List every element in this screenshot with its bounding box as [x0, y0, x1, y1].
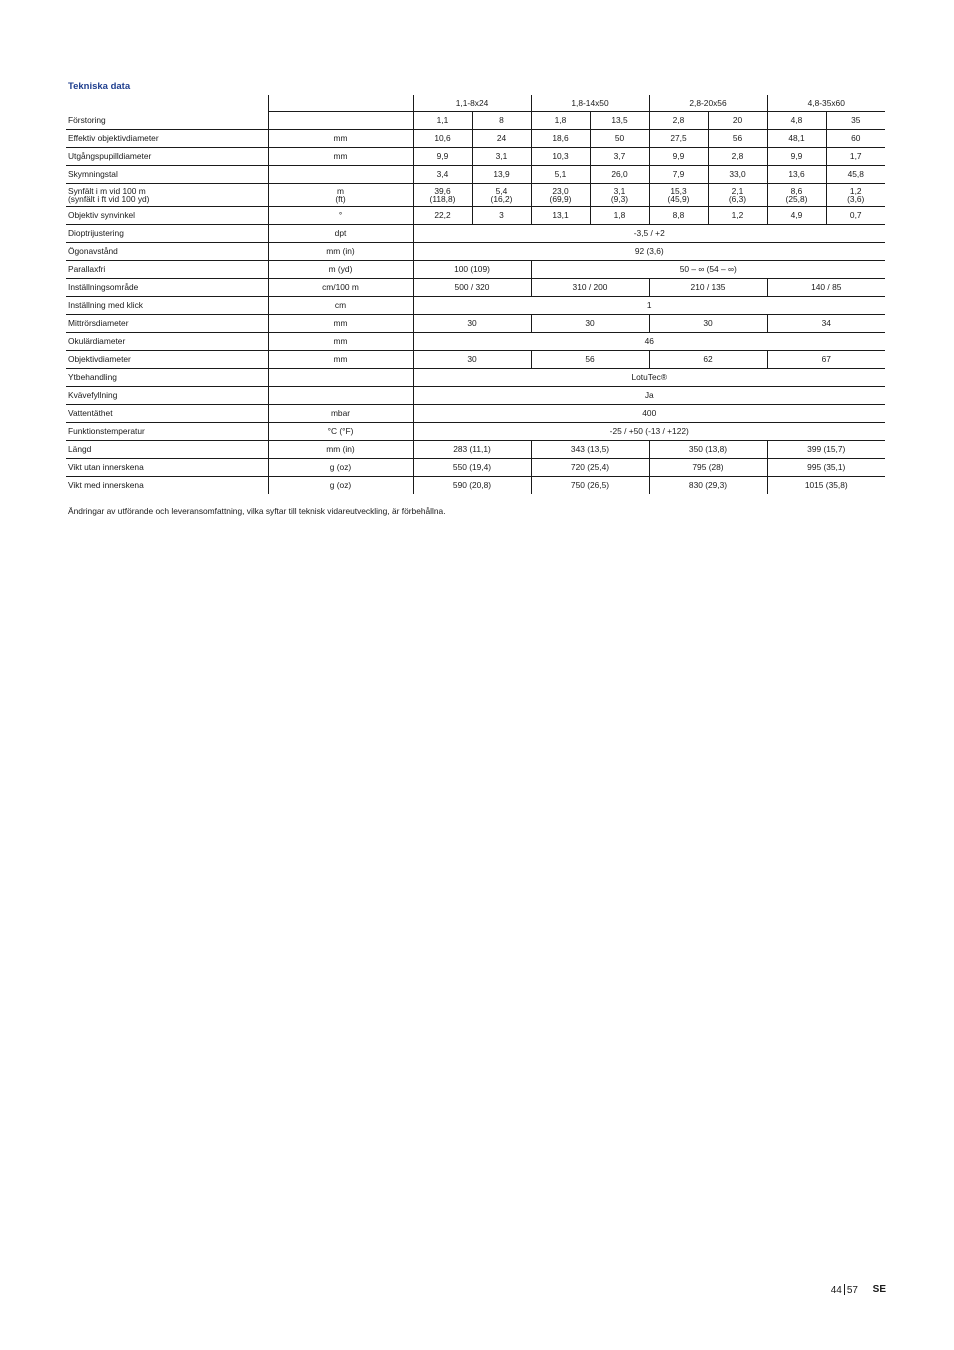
table-cell: 23,0 (69,9) — [531, 184, 590, 207]
table-cell: 48,1 — [767, 130, 826, 148]
table-cell: 30 — [413, 315, 531, 333]
table-row — [66, 243, 885, 261]
row-label: Utgångspupilldiameter — [66, 148, 268, 166]
table-cell: 13,5 — [590, 112, 649, 130]
table-cell: 30 — [531, 315, 649, 333]
table-cell: 140 / 85 — [767, 279, 885, 297]
table-cell: -25 / +50 (-13 / +122) — [413, 423, 885, 441]
table-cell: 1015 (35,8) — [804, 480, 848, 490]
table-cell: 3,7 — [590, 148, 649, 166]
section-title: Tekniska data — [68, 81, 131, 92]
table-cell: 399 (15,7) — [767, 441, 885, 459]
table-cell: 50 — [590, 130, 649, 148]
table-cell: 550 (19,4) — [413, 459, 531, 477]
table-cell: 35 — [826, 112, 885, 130]
row-label: Objektivdiameter — [66, 351, 268, 369]
table-cell: 46 — [413, 333, 885, 351]
table-cell: 343 (13,5) — [531, 441, 649, 459]
page-number — [831, 1284, 858, 1296]
table-cell: 18,6 — [531, 130, 590, 148]
model-header-row — [66, 95, 885, 112]
table-row — [66, 351, 885, 369]
table-cell: 0,7 — [826, 207, 885, 225]
page-current: 44 — [830, 1285, 842, 1296]
row-unit: m (ft) — [268, 184, 413, 207]
table-row — [66, 315, 885, 333]
table-cell: 15,3 (45,9) — [649, 184, 708, 207]
table-row — [66, 441, 885, 459]
row-label: Inställning med klick — [66, 297, 268, 315]
table-row — [66, 112, 885, 130]
table-cell: 9,9 — [649, 148, 708, 166]
table-cell: 210 / 135 — [649, 279, 767, 297]
table-cell: 13,9 — [472, 166, 531, 184]
model-header: 2,8-20x56 — [649, 95, 767, 112]
row-label: Kvävefyllning — [66, 387, 268, 405]
table-cell: 45,8 — [826, 166, 885, 184]
table-cell: 2,8 — [708, 148, 767, 166]
table-cell: 1,1 — [413, 112, 472, 130]
table-row — [66, 166, 885, 184]
table-cell: 3,1 (9,3) — [590, 184, 649, 207]
table-row — [66, 148, 885, 166]
table-cell: 4,9 — [767, 207, 826, 225]
table-row — [66, 405, 885, 423]
table-cell: 30 — [413, 351, 531, 369]
row-label: Objektiv synvinkel — [66, 207, 268, 225]
table-cell: 62 — [649, 351, 767, 369]
table-row — [66, 225, 885, 243]
row-unit: ° — [268, 207, 413, 225]
page-separator — [844, 1284, 845, 1295]
row-unit: cm/100 m — [268, 279, 413, 297]
row-unit: dpt — [268, 225, 413, 243]
table-cell: 9,9 — [767, 148, 826, 166]
row-unit: m (yd) — [268, 261, 413, 279]
page-total: 57 — [846, 1285, 858, 1296]
table-cell: 13,1 — [531, 207, 590, 225]
table-cell: 56 — [708, 130, 767, 148]
table-cell: 1 — [413, 297, 885, 315]
table-cell: 30 — [649, 315, 767, 333]
row-unit: g (oz) — [268, 459, 413, 477]
table-cell: 310 / 200 — [531, 279, 649, 297]
table-cell: 60 — [826, 130, 885, 148]
row-label: Parallaxfri — [66, 261, 268, 279]
row-label: Funktionstemperatur — [66, 423, 268, 441]
table-cell: 5,4 (16,2) — [472, 184, 531, 207]
row-unit — [268, 166, 413, 184]
row-label: Dioptrijustering — [66, 225, 268, 243]
table-cell: 1,8 — [531, 112, 590, 130]
row-unit — [268, 387, 413, 405]
table-cell: 22,2 — [413, 207, 472, 225]
row-label: Synfält i m vid 100 m (synfält i ft vid 100 yd) — [66, 184, 268, 207]
row-label: Effektiv objektivdiameter — [66, 130, 268, 148]
table-cell: 27,5 — [649, 130, 708, 148]
model-header: 1,1-8x24 — [413, 95, 531, 112]
table-cell: 100 (109) — [413, 261, 531, 279]
row-label: Längd — [66, 441, 268, 459]
table-row — [66, 297, 885, 315]
table-cell: 720 (25,4) — [531, 459, 649, 477]
table-cell: 995 (35,1) — [767, 459, 885, 477]
table-cell: 20 — [708, 112, 767, 130]
table-cell: 56 — [531, 351, 649, 369]
row-unit: mm — [268, 148, 413, 166]
row-label: Vikt med innerskena — [66, 477, 268, 495]
row-unit: °C (°F) — [268, 423, 413, 441]
row-unit: cm — [268, 297, 413, 315]
table-cell: 8,8 — [649, 207, 708, 225]
table-cell: 33,0 — [708, 166, 767, 184]
table-cell: 283 (11,1) — [413, 441, 531, 459]
table-cell: 5,1 — [531, 166, 590, 184]
row-unit: mm (in) — [268, 441, 413, 459]
table-row — [66, 207, 885, 225]
table-cell: 8 — [472, 112, 531, 130]
language-code: SE — [872, 1284, 886, 1295]
spec-table — [66, 95, 885, 494]
table-cell: LotuTec® — [413, 369, 885, 387]
table-cell: 34 — [767, 315, 885, 333]
table-cell: 7,9 — [649, 166, 708, 184]
row-unit: mm — [268, 351, 413, 369]
table-row — [66, 369, 885, 387]
table-row — [66, 333, 885, 351]
table-cell: 400 — [413, 405, 885, 423]
table-cell: -3,5 / +2 — [413, 225, 885, 243]
row-unit: mm (in) — [268, 243, 413, 261]
table-cell: 24 — [472, 130, 531, 148]
row-unit: mm — [268, 130, 413, 148]
row-label: Skymningstal — [66, 166, 268, 184]
table-cell: 3,1 — [472, 148, 531, 166]
row-unit: g (oz) — [268, 477, 413, 495]
row-label: Ögonavstånd — [66, 243, 268, 261]
row-unit: mm — [268, 333, 413, 351]
row-label: Okulärdiameter — [66, 333, 268, 351]
table-cell: 1,2 (3,6) — [826, 184, 885, 207]
row-label: Mittrörsdiameter — [66, 315, 268, 333]
model-header: 4,8-35x60 — [767, 95, 885, 112]
table-cell: 4,8 — [767, 112, 826, 130]
row-label: Vattentäthet — [66, 405, 268, 423]
row-label: Ytbehandling — [66, 369, 268, 387]
table-row — [66, 459, 885, 477]
model-header: 1,8-14x50 — [531, 95, 649, 112]
row-unit: mm — [268, 315, 413, 333]
table-cell: 3 — [472, 207, 531, 225]
table-cell: 39,6 (118,8) — [413, 184, 472, 207]
table-cell: 350 (13,8) — [649, 441, 767, 459]
table-row — [66, 261, 885, 279]
table-cell: 1,2 — [708, 207, 767, 225]
row-unit: mbar — [268, 405, 413, 423]
table-cell: 590 (20,8) — [413, 477, 531, 495]
table-cell: 9,9 — [413, 148, 472, 166]
table-cell: 50 – ∞ (54 – ∞) — [531, 261, 885, 279]
table-cell: 10,6 — [413, 130, 472, 148]
table-row — [66, 477, 885, 495]
row-label: Förstoring — [66, 112, 268, 130]
table-row — [66, 279, 885, 297]
footnote: Ändringar av utförande och leveransomfattning, vilka syftar till teknisk vidareutveckling, är förbehållna. — [68, 506, 446, 516]
table-row — [66, 130, 885, 148]
table-cell: 500 / 320 — [413, 279, 531, 297]
table-row — [66, 423, 885, 441]
table-cell: 795 (28) — [649, 459, 767, 477]
table-row — [66, 184, 885, 207]
row-label: Inställningsområde — [66, 279, 268, 297]
table-cell: 8,6 (25,8) — [767, 184, 826, 207]
row-unit — [268, 112, 413, 130]
table-row — [66, 387, 885, 405]
row-label: Vikt utan innerskena — [66, 459, 268, 477]
table-cell: 750 (26,5) — [531, 477, 649, 495]
table-cell: 3,4 — [413, 166, 472, 184]
row-unit — [268, 369, 413, 387]
table-cell: 10,3 — [531, 148, 590, 166]
table-cell: 2,8 — [649, 112, 708, 130]
table-cell: 67 — [767, 351, 885, 369]
table-cell: 2,1 (6,3) — [708, 184, 767, 207]
table-cell: 830 (29,3) — [649, 477, 767, 495]
table-cell: 92 (3,6) — [413, 243, 885, 261]
table-cell: 1,8 — [590, 207, 649, 225]
table-cell: Ja — [413, 387, 885, 405]
table-cell: 13,6 — [767, 166, 826, 184]
table-cell: 1,7 — [826, 148, 885, 166]
table-cell: 26,0 — [590, 166, 649, 184]
